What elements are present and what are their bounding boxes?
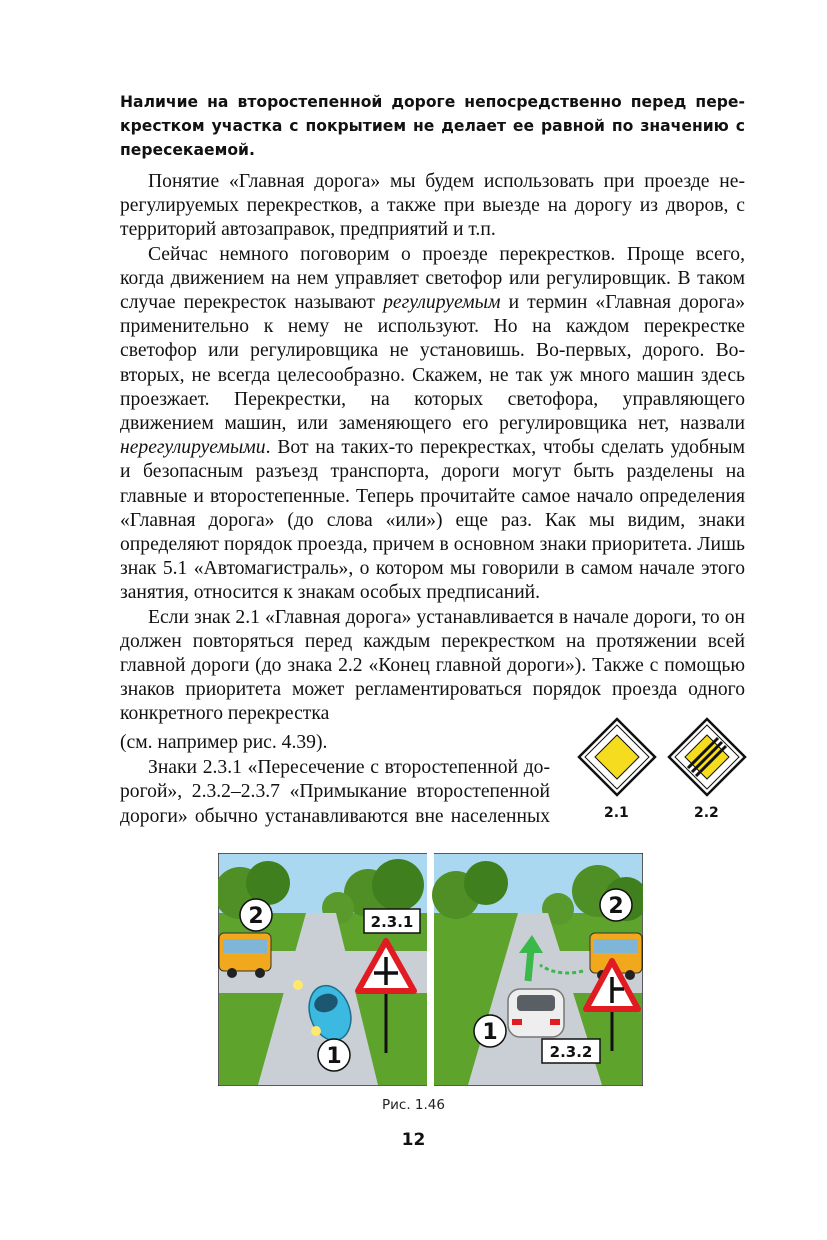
main-road-sign-icon: [577, 717, 657, 797]
paragraph-4: Знаки 2.3.1 «Пересечение с второстепенной дорогой», 2.3.2–2.3.7 «Примыкание второстепенной дороги» обычно устанавливаются вне населенных: [120, 756, 550, 827]
sign-label-2-3-1: 2.3.1: [370, 913, 414, 931]
car-number-2-left: 2: [248, 904, 264, 929]
intersection-illustration: [218, 853, 643, 1086]
paragraph-1: Понятие «Главная дорога» мы будем использовать при проезде нерегулируемых перекрестков, а также при выезде на дорогу из дворов, с территорий автозаправок, предприятий и т.п.: [120, 171, 745, 241]
paragraph-2: Сейчас немного поговорим о проезде перекрестков. Проще всего, когда движением на нем управляет светофор или регулировщик. В таком случае перекресток называют регулируемым и термин «Главная дорога» применительно к нему не используют. Но на каждом перекрестке светофор или регулировщика не установишь. Во-первых, дорого. Во-вторых, не всегда целесообразно. Скажем, не так уж много машин здесь проезжает. Перекрестки, на которых светофора, управляющего движением машин, или заменяющего его регулировщика нет, назвали нерегулируемыми. Вот на таких-то перекрестках, чтобы сделать удобным и безопасным разъезд транспорта, дороги могут быть разделены на главные и второстепенные. Теперь прочитайте самое начало определения «Главная дорога» (до слова «или») еще раз. Как мы видим, знаки определяют порядок проезда, причем в основном знаки приоритета. Лишь знак 5.1 «Автомагистраль», о котором мы говорили в самом начале этого занятия, относится к знакам особых предписаний.: [120, 243, 745, 604]
car-number-1-left: 1: [326, 1044, 342, 1069]
paragraph-3: Если знак 2.1 «Главная дорога» устанавливается в начале дороги, то он должен повторяться перед каждым перекрестком на протяжении всей главной дороги (до знака 2.2 «Конец главной дороги»). Также с помощью знаков приоритета может регламентироваться порядок проезда одного конкретного перекрестка: [120, 606, 745, 725]
page-number: 12: [401, 1130, 426, 1150]
sign-caption-2-2: 2.2: [694, 805, 719, 821]
sign-caption-2-1: 2.1: [604, 805, 629, 821]
car-number-1-right: 1: [482, 1020, 498, 1045]
lead-paragraph: Наличие на второстепенной дороге непосредственно перед перекрестком участка с покрытием не делает ее равной по значению с пересекаемой.: [120, 93, 745, 160]
body-text-main: [120, 170, 745, 727]
paragraph-3-end: (см. например рис. 4.39).: [120, 732, 328, 753]
left-panel: [218, 854, 427, 1085]
car-icon: [508, 989, 564, 1037]
body-text-narrow: [120, 731, 550, 829]
sign-label-2-3-2: 2.3.2: [549, 1043, 593, 1061]
right-panel: [432, 854, 643, 1085]
bus-icon: [219, 933, 271, 978]
car-number-2-right: 2: [608, 894, 624, 919]
end-of-main-road-sign-icon: [667, 717, 747, 797]
figure-caption: Рис. 1.46: [382, 1097, 445, 1113]
